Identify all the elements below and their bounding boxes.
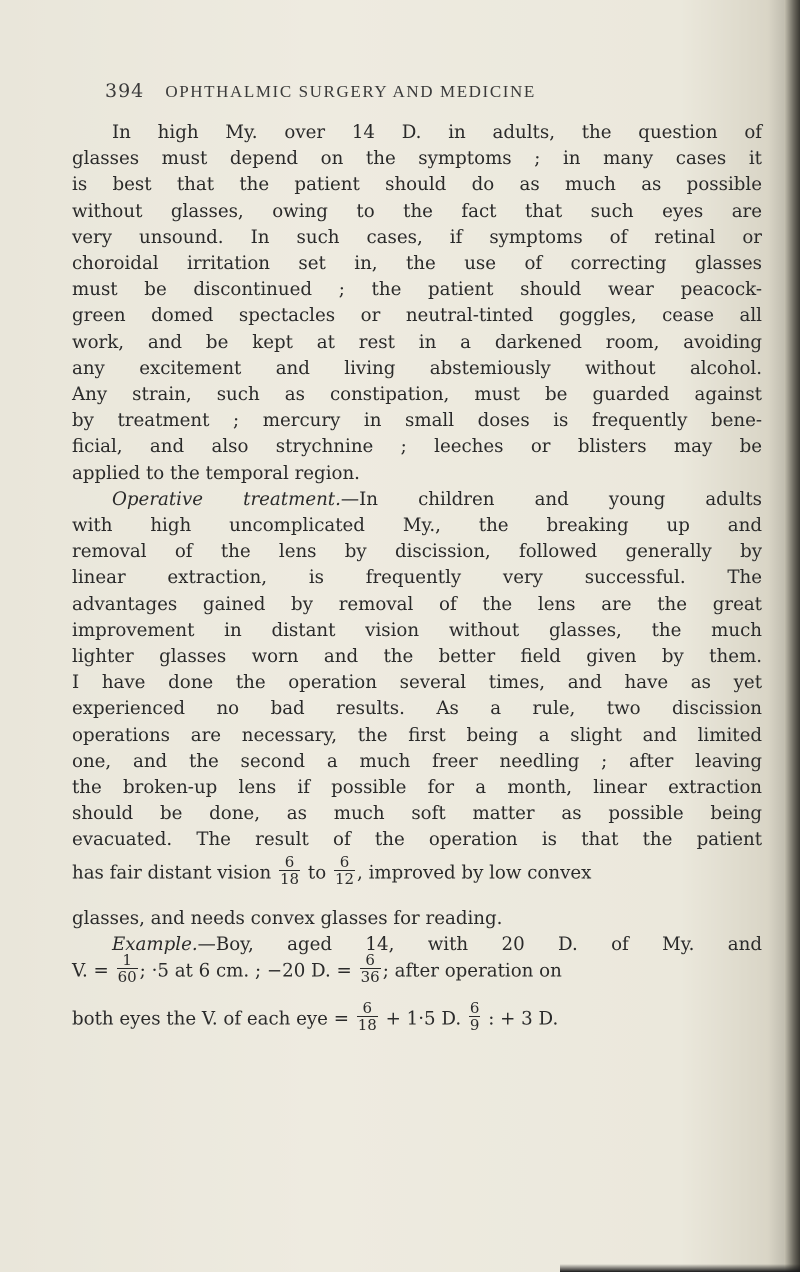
fraction: $\frac{6}{18}$ [357, 999, 377, 1035]
text-line: choroidal irritation set in, the use of correcting glasses [72, 253, 762, 275]
example-formula-line: V. = $\frac{1}{60}$ ; ·5 at 6 cm. ; −20 D. = $\frac{6}{36}$ ; after operation on [72, 951, 562, 987]
text-line: the broken-up lens if possible for a month, linear extraction [72, 777, 762, 799]
fraction: $\frac{6}{36}$ [360, 951, 380, 987]
running-head [105, 80, 765, 102]
text-line: green domed spectacles or neutral-tinted goggles, cease all [72, 305, 762, 327]
text-line: very unsound. In such cases, if symptoms of retinal or [72, 226, 762, 248]
fraction: $\frac{6}{18}$ [280, 852, 300, 888]
fraction: $\frac{6}{12}$ [334, 852, 355, 888]
paragraph-high-myopia [72, 120, 762, 487]
fraction: $\frac{6}{9}$ [469, 999, 480, 1035]
text-line: experienced no bad results. As a rule, two discission [72, 698, 762, 720]
text-line: In high My. over 14 D. in adults, the question of [112, 122, 762, 143]
page-bottom-shadow [560, 1264, 800, 1272]
text-line: by treatment ; mercury in small doses is frequently bene- [72, 410, 762, 432]
text-line: advantages gained by removal of the lens are the great [72, 593, 762, 615]
text-line: without glasses, owing to the fact that such eyes are [72, 200, 762, 222]
paragraph-example [72, 932, 762, 1048]
text-line: ficial, and also strychnine ; leeches or blisters may be [72, 436, 762, 458]
text-line: any excitement and living abstemiously without alcohol. [72, 357, 762, 379]
text-line: should be done, as much soft matter as possible being [72, 803, 762, 825]
fraction: $\frac{1}{60}$ [117, 951, 137, 987]
text-line: glasses, and needs convex glasses for reading. [72, 907, 503, 929]
example-heading: Example. [112, 933, 198, 955]
text-line: with high uncomplicated My., the breaking up and [72, 515, 762, 537]
text-line: I have done the operation several times, and have as yet [72, 672, 762, 694]
page-body [72, 120, 762, 1048]
text-line: removal of the lens by discission, followed generally by [72, 541, 762, 563]
text-line: applied to the temporal region. [72, 462, 360, 484]
paragraph-operative-treatment [72, 487, 762, 932]
text-line: operations are necessary, the first being a slight and limited [72, 724, 762, 746]
text-line: is best that the patient should do as much as possible [72, 174, 762, 196]
vision-formula-line: has fair distant vision $\frac{6}{18}$ to $\frac{6}{12}$ , improved by low convex [72, 852, 592, 888]
page-binding-edge [784, 0, 800, 1272]
page-number: 394 [105, 80, 145, 102]
result-formula-line: both eyes the V. of each eye = $\frac{6}{18}$ + 1·5 D. $\frac{6}{9}$ : + 3 D. [72, 999, 559, 1035]
text-line: linear extraction, is frequently very successful. The [72, 567, 762, 589]
text-line: improvement in distant vision without glasses, the much [72, 619, 762, 641]
text-line: lighter glasses worn and the better field given by them. [72, 646, 762, 668]
text-line: work, and be kept at rest in a darkened room, avoiding [72, 331, 762, 353]
text-line: evacuated. The result of the operation is that the patient [72, 829, 762, 851]
text-line: must be discontinued ; the patient should wear peacock- [72, 279, 762, 301]
text-line: one, and the second a much freer needling ; after leaving [72, 750, 762, 772]
running-title: OPHTHALMIC SURGERY AND MEDICINE [165, 82, 536, 101]
text-line: Operative treatment.—In children and young adults [112, 488, 762, 510]
text-line: glasses must depend on the symptoms ; in many cases it [72, 148, 762, 170]
text-line: Example.—Boy, aged 14, with 20 D. of My. and [112, 933, 762, 955]
text-line: Any strain, such as constipation, must be guarded against [72, 384, 762, 406]
section-heading: Operative treatment. [112, 488, 341, 510]
